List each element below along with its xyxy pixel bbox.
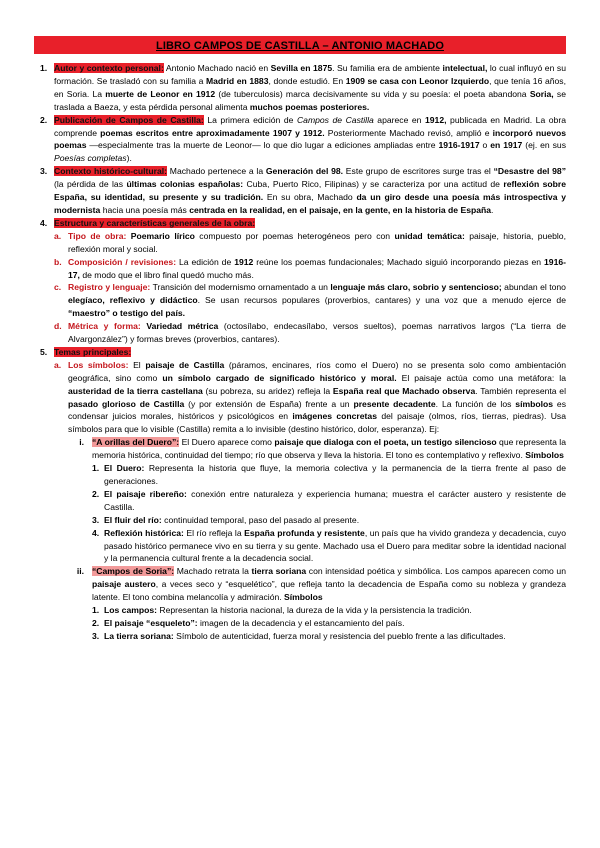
bold-text: intelectual, xyxy=(442,63,488,73)
bold-text: Poemario lírico xyxy=(130,230,195,241)
main-sections-list xyxy=(34,62,566,643)
soria-symbols-list xyxy=(92,604,566,643)
text: (de tuberculosis) marca decisivamente su vida y su poesía: el poeta abandona xyxy=(215,88,530,99)
bold-text: Sevilla en 1875 xyxy=(270,63,333,73)
section-heading: Publicación de Campos de Castilla: xyxy=(54,114,204,125)
bold-text: España real que Machado observa xyxy=(332,385,476,396)
duero-symbols-list xyxy=(92,462,566,565)
text: . Se usan recursos populares (proverbios, cantares) y una voz que a menudo ejerce de xyxy=(197,295,566,306)
text: . Su familia era de ambiente xyxy=(332,63,443,73)
bold-text: 1912 xyxy=(234,256,254,267)
text: de modo que el libro final quedó mucho más. xyxy=(79,269,254,280)
text: lo cual influyó en su formación. Se trasladó con su familia a xyxy=(54,63,566,86)
text: se traslada a Baeza, y esta pérdida personal alimenta xyxy=(54,88,567,112)
item-number: 3. xyxy=(92,630,100,641)
text: Representan la historia nacional, la dureza de la vida y la persistencia la tradición. xyxy=(157,605,472,616)
symbol-name: El fluir del río: xyxy=(104,514,162,525)
symbol-name: Reflexión histórica: xyxy=(104,527,184,538)
bold-text: paisaje austero xyxy=(92,579,156,590)
symbol-name: El Duero: xyxy=(104,463,145,474)
text: continuidad temporal, paso del pasado al presente. xyxy=(161,514,360,525)
item-letter: c. xyxy=(54,282,62,293)
text: El río refleja la xyxy=(183,527,245,538)
text: (ej. en sus xyxy=(522,140,566,151)
item-letter: b. xyxy=(54,256,62,267)
item-heading: Tipo de obra: xyxy=(68,230,127,241)
section-heading: Estructura y características generales de la obra: xyxy=(54,217,256,228)
bold-text: imágenes concretas xyxy=(292,411,377,422)
poem-title: “A orillas del Duero”: xyxy=(92,437,180,448)
example-duero xyxy=(68,436,566,565)
text: . También representa el xyxy=(475,385,566,396)
item-letter: a. xyxy=(54,359,62,370)
symbol-item xyxy=(92,514,566,527)
roman-numeral: i. xyxy=(79,437,84,448)
section-context xyxy=(34,165,566,217)
item-number: 1. xyxy=(92,605,100,616)
bold-text: Madrid en 1883 xyxy=(205,75,269,86)
document-title: LIBRO CAMPOS DE CASTILLA – ANTONIO MACHADO xyxy=(156,40,444,52)
bold-text: últimas colonias españolas: xyxy=(126,179,244,190)
symbol-name: El paisaje ribereño: xyxy=(104,488,187,499)
text: Machado retrata la xyxy=(174,566,252,577)
bold-text: 1909 se casa con Leonor Izquierdo xyxy=(345,75,490,86)
text: , que tenía 16 años, en Soria. La xyxy=(54,75,566,99)
text: (la pérdida de las xyxy=(54,179,127,190)
structure-item-register xyxy=(54,281,566,320)
text: El xyxy=(128,359,146,370)
item-number: 2. xyxy=(92,488,100,499)
text: (páramos, encinares, ríos como el Duero) no se presenta solo como ambientación geográfica, sino como xyxy=(68,359,567,383)
bold-text: paisaje de Castilla xyxy=(145,359,225,370)
text: Posteriormente Machado revisó, amplió e xyxy=(324,127,493,138)
symbol-item xyxy=(92,630,566,643)
section-number: 1. xyxy=(40,63,48,73)
bold-text: tierra soriana xyxy=(251,566,307,577)
text: imagen de la decadencia y el estancamiento del país. xyxy=(197,617,405,628)
document-title-bar xyxy=(34,36,566,54)
text: con intensidad poética y simbólica. Los campos aparecen como un xyxy=(306,566,566,577)
text: Machado pertenece a la xyxy=(167,166,266,177)
bold-text: elegíaco, reflexivo y didáctico xyxy=(68,295,198,306)
example-soria xyxy=(68,565,566,642)
structure-item-type xyxy=(54,230,566,256)
bold-text: muerte de Leonor en 1912 xyxy=(105,88,216,99)
text: (su pobreza, su aridez) refleja la xyxy=(202,385,333,396)
structure-item-composition xyxy=(54,256,566,282)
text: El paisaje actúa como una metáfora: la xyxy=(396,372,566,383)
structure-item-metrics xyxy=(54,320,566,346)
item-heading: Registro y lenguaje: xyxy=(68,282,151,293)
bold-text: 1916-17, xyxy=(68,256,567,280)
bold-text: “maestro” o testigo del país. xyxy=(68,308,185,319)
bold-text: símbolos xyxy=(515,398,554,409)
bold-text: Símbolos xyxy=(525,450,564,461)
symbol-name: El paisaje “esqueleto”: xyxy=(104,617,198,628)
bold-text: pasado glorioso de Castilla xyxy=(68,398,185,409)
item-number: 3. xyxy=(92,514,100,525)
text: Este grupo de escritores surge tras el xyxy=(343,166,494,177)
poem-title: “Campos de Soria”: xyxy=(92,566,175,577)
bold-text: lenguaje más claro, sobrio y sentencioso; xyxy=(330,282,502,293)
text: es condensar juicios morales, históricos y psicológicos en xyxy=(68,398,566,422)
bold-text: Soria, xyxy=(529,88,554,99)
text: conexión entre naturaleza y experiencia humana; muestra el carácter austero y resistente de Castilla. xyxy=(104,488,566,512)
italic-text: Campos de Castilla xyxy=(296,114,374,125)
section-number: 4. xyxy=(40,217,48,228)
item-number: 1. xyxy=(92,463,100,474)
bold-text: Símbolos xyxy=(284,592,323,603)
symbol-name: Los campos: xyxy=(104,605,158,616)
item-number: 4. xyxy=(92,527,100,538)
section-heading: Temas principales: xyxy=(54,346,132,357)
text: aparece en xyxy=(373,114,425,125)
item-heading: Composición / revisiones: xyxy=(68,256,177,267)
themes-sublist xyxy=(54,359,566,643)
bold-text: muchos poemas posteriores. xyxy=(249,101,370,112)
item-letter: a. xyxy=(54,230,62,241)
symbol-item xyxy=(92,462,566,488)
bold-text: presente decadente xyxy=(353,398,436,409)
bold-text: “Desastre del 98” xyxy=(493,166,567,177)
section-number: 2. xyxy=(40,114,48,125)
text: La primera edición de xyxy=(203,114,297,125)
structure-sublist xyxy=(54,230,566,346)
item-number: 2. xyxy=(92,617,100,628)
bold-text: 1916-1917 xyxy=(438,140,480,151)
text: La edición de xyxy=(176,256,235,267)
text: , a veces seco y “esquelético”, que refleja tanto la decadencia de España como su nobleza y grandeza latente. El tono combina melancolía y admiración. xyxy=(92,579,567,603)
text: o xyxy=(479,140,491,151)
themes-item-symbols xyxy=(54,359,566,643)
text: del paisaje (olmos, ríos, tierras, piedras). Usa símbolos para que lo visible (Castilla) remita a lo invisible (destino histórico, dolor, esperanza). Ej: xyxy=(68,411,566,435)
bold-text: paisaje que dialoga con el poeta, un testigo silencioso xyxy=(274,437,497,448)
text: El Duero aparece como xyxy=(179,437,275,448)
text: (y por extensión de España) frente a un xyxy=(184,398,354,409)
item-heading: Métrica y forma: xyxy=(68,321,141,332)
text: Transición del modernismo ornamentado a un xyxy=(150,282,331,293)
bold-text: Generación del 98. xyxy=(265,166,344,177)
symbol-name: La tierra soriana: xyxy=(104,630,174,641)
text: paisaje, historia, pueblo, reflexión moral y social. xyxy=(68,230,566,254)
item-letter: d. xyxy=(54,321,62,332)
bold-text: España profunda y resistente xyxy=(244,527,365,538)
text: Antonio Machado nació en xyxy=(163,63,271,73)
section-author xyxy=(34,62,566,114)
section-publication xyxy=(34,114,566,166)
symbol-item xyxy=(92,617,566,630)
section-number: 3. xyxy=(40,166,48,177)
text: publicada en Madrid. La obra comprende xyxy=(54,114,566,138)
text: hacia una poesía más xyxy=(100,204,190,215)
item-heading: Los símbolos: xyxy=(68,359,129,370)
bold-text: Variedad métrica xyxy=(146,321,219,332)
text: reúne los poemas fundacionales; Machado siguió incorporando piezas en xyxy=(253,256,545,267)
bold-text: poemas escritos entre aproximadamente 1907 y 1912. xyxy=(100,127,325,138)
bold-text: centrada en la realidad, en el paisaje, en la gente, en la historia de España xyxy=(189,204,492,215)
section-structure xyxy=(34,217,566,346)
text: , un país que ha vivido grandeza y decadencia, cuyo pasado histórico permanece vivo en su tierra y su gente. Machado usa el Duero para meditar sobre la identidad nacional y la permanencia cultural frente a la decadencia social. xyxy=(104,527,566,564)
text: ). xyxy=(126,153,132,164)
text: Cuba, Puerto Rico, Filipinas) y se caracteriza por una actitud de xyxy=(243,179,504,190)
symbol-item xyxy=(92,488,566,514)
bold-text: 1912, xyxy=(425,114,447,125)
bold-text: incorporó nuevos poemas xyxy=(54,127,566,151)
section-heading: Autor y contexto personal: xyxy=(54,63,164,73)
symbol-item xyxy=(92,527,566,566)
text: —especialmente tras la muerte de Leonor— lo que dio lugar a ediciones ampliadas entre xyxy=(86,140,439,151)
text: . La función de los xyxy=(435,398,516,409)
italic-text: Poesías completas xyxy=(54,153,127,164)
bold-text: da un giro desde una poesía más introspectiva y modernista xyxy=(54,192,566,215)
text: . xyxy=(491,204,494,215)
section-themes xyxy=(34,346,566,643)
bold-text: reflexión sobre España, su identidad, su presente y su tradición. xyxy=(54,179,567,203)
roman-numeral: ii. xyxy=(76,566,84,577)
bold-text: austeridad de la tierra castellana xyxy=(68,385,203,396)
text: (octosílabo, endecasílabo, versos sueltos), poemas narrativos largos (“La tierra de Alvargonzález”) y formas breves (proverbios, cantares). xyxy=(68,321,566,345)
text: compuesto por poemas heterogéneos pero con xyxy=(194,230,395,241)
examples-list xyxy=(68,436,566,643)
bold-text: unidad temática: xyxy=(394,230,465,241)
text: , donde estudió. En xyxy=(268,75,346,86)
text: Representa la historia que fluye, la memoria colectiva y la permanencia de la tierra frente al paso de generaciones. xyxy=(104,463,566,486)
text: abundan el tono xyxy=(501,282,566,293)
symbol-item xyxy=(92,604,566,617)
text: que representa la memoria histórica, continuidad del tiempo; río que observa y lleva la historia. El tono es contemplativo y reflexivo. xyxy=(92,437,566,461)
text: En su obra, Machado xyxy=(263,192,357,203)
section-number: 5. xyxy=(40,346,48,357)
bold-text: un símbolo cargado de significado histórico y moral. xyxy=(162,372,397,383)
text: Símbolo de autenticidad, fuerza moral y resistencia del pueblo frente a las dificultades. xyxy=(173,630,506,641)
bold-text: en 1917 xyxy=(490,140,523,151)
section-heading: Contexto histórico-cultural: xyxy=(54,166,168,177)
